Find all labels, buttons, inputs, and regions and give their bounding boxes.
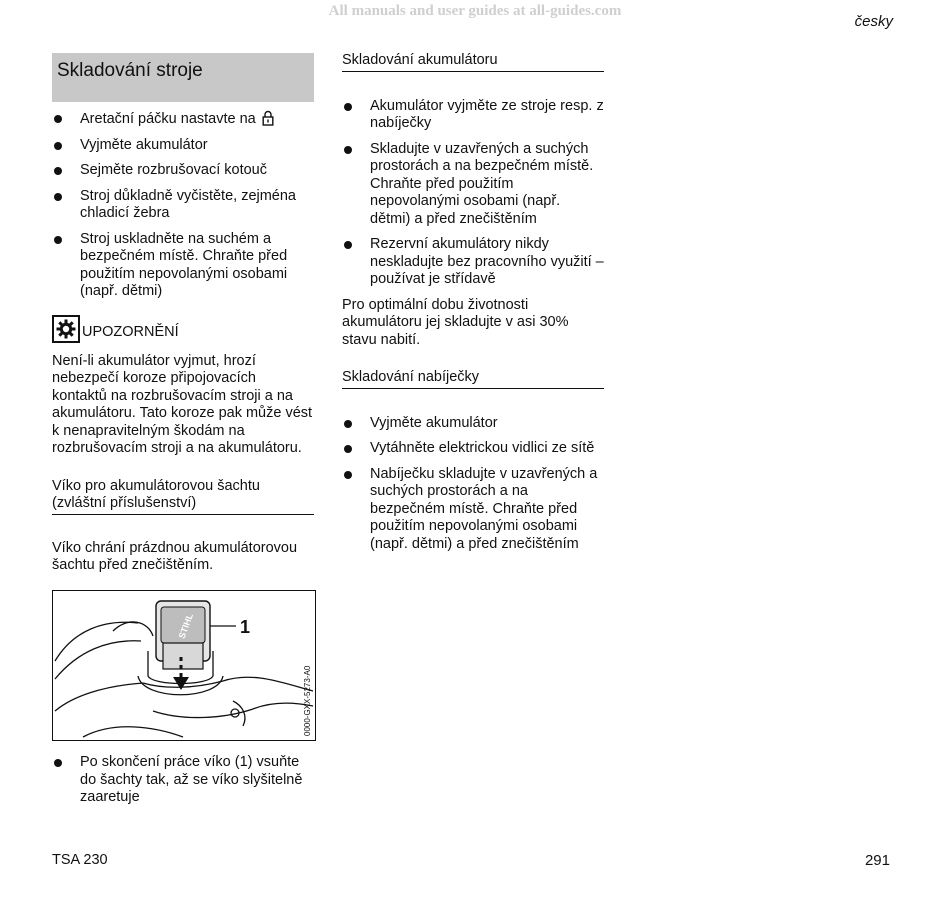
bullet-icon	[54, 142, 62, 150]
bullet-icon	[54, 115, 62, 123]
battery-note: Pro optimální dobu životnosti akumulátoru jej skladujte v asi 30% stavu nabití.	[342, 296, 569, 348]
list-item: Sejměte rozbrušovací kotouč	[52, 162, 314, 180]
list-item: Nabíječku skladujte v uzavřených a suchých prostorách a na bezpečném místě. Chraňte před použitím nepovolanými osobami (např. dětmi) a před znečištěním	[342, 466, 604, 554]
cover-heading: Víko pro akumulátorovou šachtu (zvláštní příslušenství)	[52, 478, 314, 515]
language-label: česky	[854, 13, 893, 30]
list-item: Skladujte v uzavřených a suchých prostorách a na bezpečném místě. Chraňte před použitím nepovolanými osobami (např. dětmi) a před znečištěním	[342, 141, 604, 229]
bullet-icon	[344, 471, 352, 479]
bullet-icon	[344, 420, 352, 428]
watermark: All manuals and user guides at all-guides.com	[328, 3, 622, 19]
footer-model: TSA 230	[52, 852, 108, 868]
section-header	[52, 53, 314, 102]
right-column	[342, 52, 604, 561]
bullet-icon	[344, 241, 352, 249]
cover-text: Víko chrání prázdnou akumulátorovou šachtu před znečištěním.	[52, 539, 298, 573]
list-item: Vyjměte akumulátor	[342, 415, 604, 433]
notice-heading	[52, 315, 314, 343]
list-item: Vytáhněte elektrickou vidlici ze sítě	[342, 440, 604, 458]
list-item: Rezervní akumulátory nikdy neskladujte bez pracovního využití – používat je střídavě	[342, 236, 604, 289]
bullet-icon	[344, 103, 352, 111]
list-item: Aretační páčku nastavte na	[52, 110, 314, 129]
left-column	[52, 110, 314, 575]
page-number: 291	[864, 852, 890, 869]
battery-storage-heading: Skladování akumulátoru	[342, 52, 604, 72]
list-item: Vyjměte akumulátor	[52, 137, 314, 155]
bullet-icon	[54, 167, 62, 175]
figure-brand: STIHL	[176, 612, 195, 640]
storage-bullet-list	[52, 110, 314, 301]
figure-illustration	[53, 591, 314, 739]
charger-storage-heading: Skladování nabíječky	[342, 369, 604, 389]
list-item: Stroj uskladněte na suchém a bezpečném místě. Chraňte před použitím nepovolanými osobami (např. dětmi)	[52, 231, 314, 301]
bullet-icon	[54, 193, 62, 201]
figure-code: 0000-GXX-5273-A0	[303, 665, 312, 736]
notice-text: Není-li akumulátor vyjmut, hrozí nebezpečí koroze připojovacích kontaktů na rozbrušovacím stroji a na akumulátoru. Tato koroze pak může vést k nenapravitelným škodám na rozbrušovacím stroji a na akumulátoru.	[52, 352, 313, 456]
list-item: Po skončení práce víko (1) vsuňte do šachty tak, až se víko slyšitelně zaaretuje	[52, 754, 314, 807]
bullet-icon	[344, 445, 352, 453]
bullet-icon	[54, 759, 62, 767]
gear-warning-icon	[52, 315, 80, 343]
section-title: Skladování stroje	[57, 60, 203, 81]
battery-cover-figure	[52, 590, 316, 741]
battery-bullet-list	[342, 98, 604, 289]
bullet-icon	[344, 146, 352, 154]
list-item: Stroj důkladně vyčistěte, zejména chladicí žebra	[52, 188, 314, 223]
final-bullet-block	[52, 754, 314, 815]
notice-label: UPOZORNĚNÍ	[82, 324, 179, 340]
lock-icon	[262, 110, 274, 126]
charger-bullet-list	[342, 415, 604, 554]
bullet-icon	[54, 236, 62, 244]
list-item: Akumulátor vyjměte ze stroje resp. z nabíječky	[342, 98, 604, 133]
figure-callout: 1	[240, 617, 251, 637]
